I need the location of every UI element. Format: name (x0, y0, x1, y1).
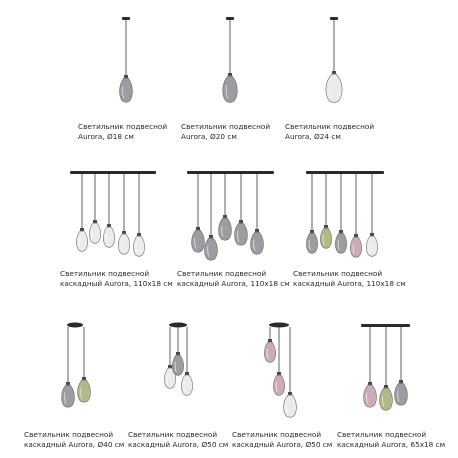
caption-line2: Aurora, Ø20 см (181, 132, 237, 141)
glass-shade (223, 76, 238, 102)
round-canopy (269, 323, 289, 328)
ceiling-bar (70, 171, 156, 174)
glass-shade (306, 233, 317, 253)
caption-line1: Светильник подвесной (293, 269, 383, 278)
caption-line2: каскадный Aurora, Ø50 см (232, 440, 333, 449)
glass-shade (251, 232, 264, 254)
glass-shade (62, 385, 75, 407)
glass-shade (380, 388, 393, 410)
glass-shade (350, 237, 361, 257)
product-caption-10 (337, 430, 445, 450)
ceiling-bar (361, 324, 410, 327)
caption-line1: Светильник подвесной (337, 430, 427, 439)
product-caption-3 (285, 122, 374, 142)
glass-shade (89, 223, 100, 243)
ceiling-canopy (122, 17, 130, 20)
caption-line1: Светильник подвесной (285, 122, 375, 131)
glass-shade (181, 375, 192, 395)
caption-line1: Светильник подвесной (181, 122, 271, 131)
round-canopy (67, 323, 83, 328)
product-caption-1 (78, 122, 167, 142)
caption-line1: Светильник подвесной (24, 430, 114, 439)
ceiling-canopy (226, 17, 234, 20)
glass-shade (335, 233, 346, 253)
caption-line1: Светильник подвесной (128, 430, 218, 439)
caption-line2: Aurora, Ø18 см (78, 132, 134, 141)
glass-shade (235, 223, 248, 245)
caption-line2: каскадный Aurora, Ø40 см (24, 440, 125, 449)
glass-shade (219, 218, 232, 240)
ceiling-bar (187, 171, 274, 174)
caption-line2: каскадный Aurora, 110х18 см (177, 279, 290, 288)
caption-line2: Aurora, Ø24 см (285, 132, 341, 141)
glass-shade (120, 78, 133, 102)
glass-shade (103, 227, 114, 247)
caption-line1: Светильник подвесной (177, 269, 267, 278)
glass-shade (395, 383, 408, 405)
glass-shade (133, 236, 144, 256)
ceiling-canopy (330, 17, 338, 20)
caption-line2: каскадный Aurora, 65х18 см (337, 440, 446, 449)
product-caption-6 (293, 269, 406, 289)
product-caption-9 (232, 430, 332, 450)
glass-shade (273, 375, 284, 395)
product-caption-5 (177, 269, 290, 289)
glass-shade (78, 380, 91, 402)
glass-shade (192, 230, 205, 252)
glass-shade (320, 228, 331, 248)
caption-line2: каскадный Aurora, 110х18 см (60, 279, 173, 288)
product-caption-8 (128, 430, 228, 450)
glass-shade (326, 74, 342, 102)
round-canopy (169, 323, 187, 328)
product-caption-4 (60, 269, 173, 289)
glass-shade (172, 355, 183, 375)
glass-shade (118, 234, 129, 254)
caption-line1: Светильник подвесной (78, 122, 168, 131)
glass-shade (366, 236, 377, 256)
caption-line1: Светильник подвесной (60, 269, 150, 278)
product-caption-7 (24, 430, 124, 450)
product-caption-2 (181, 122, 270, 142)
glass-shade (284, 395, 297, 417)
glass-shade (205, 238, 218, 260)
caption-line2: каскадный Aurora, Ø50 см (128, 440, 229, 449)
caption-line2: каскадный Aurora, 110х18 см (293, 279, 406, 288)
caption-line1: Светильник подвесной (232, 430, 322, 439)
glass-shade (76, 231, 87, 251)
ceiling-bar (306, 171, 384, 174)
glass-shade (364, 385, 377, 407)
glass-shade (264, 342, 275, 362)
